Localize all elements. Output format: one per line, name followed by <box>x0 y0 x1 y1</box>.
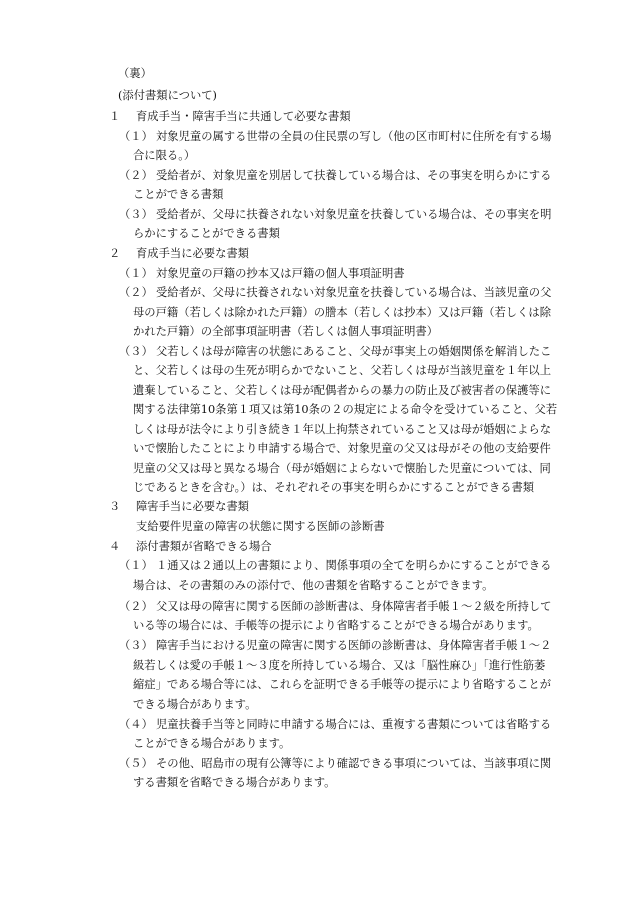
item-text: 受給者が、父母に扶養されない対象児童を扶養している場合は、その事実を明 <box>156 208 552 221</box>
item-text: ことができる書類 <box>133 188 224 201</box>
item-label: （１） <box>119 130 153 143</box>
item-text: 級若しくは愛の手帳１～３度を所持している場合、又は「脳性麻ひ」「進行性筋萎 <box>133 659 546 672</box>
item-label: （２） <box>119 169 153 182</box>
item-label: （３） <box>119 639 153 652</box>
item-text: しくは母が法令により引き続き１年以上拘禁されていること又は母が婚姻によらな <box>133 423 551 436</box>
item-text: 対象児童の属する世帯の全員の住民票の写し（他の区市町村に住所を有する場 <box>156 130 552 143</box>
item-text: いで懐胎したことにより申請する場合で、対象児童の父又は母がその他の支給要件 <box>133 442 551 455</box>
item-text: と、父若しくは母の生死が明らかでないこと、父若しくは母が当該児童を１年以上 <box>133 364 551 377</box>
page-title: (添付書類について) <box>118 89 217 102</box>
item-text: １通又は２通以上の書類により、関係事項の全てを明らかにすることができる <box>156 559 552 572</box>
item-label: （５） <box>119 757 153 770</box>
side-indicator: （裏） <box>118 67 152 80</box>
item-text: いる等の場合には、手帳等の提示により省略することができる場合があります。 <box>133 619 539 632</box>
item-text: 場合は、その書類のみの添付で、他の書類を省略することができます。 <box>133 579 494 592</box>
section-number: ３ <box>109 500 121 513</box>
item-text: 父又は母の障害に関する医師の診断書は、身体障害者手帳１～２級を所持して <box>156 600 552 613</box>
item-label: （４） <box>119 718 153 731</box>
item-text: ことができる場合があります。 <box>133 737 291 750</box>
item-text: 縮症」である場合等には、これらを証明できる手帳等の提示により省略することが <box>133 678 551 691</box>
item-label: （２） <box>119 600 153 613</box>
item-label: （３） <box>119 345 153 358</box>
section-heading: 障害手当に必要な書類 <box>136 500 249 513</box>
item-text: 障害手当における児童の障害に関する医師の診断書は、身体障害者手帳１～２ <box>156 639 552 652</box>
item-text: 受給者が、対象児童を別居して扶養している場合は、その事実を明らかにする <box>156 169 552 182</box>
section-number: １ <box>109 110 121 123</box>
section-number: ２ <box>109 247 121 260</box>
item-text: する書類を省略できる場合があります。 <box>133 776 336 789</box>
item-text: 母の戸籍（若しくは除かれた戸籍）の謄本（若しくは抄本）又は戸籍（若しくは除 <box>133 306 551 319</box>
section-heading: 添付書類が省略できる場合 <box>136 540 272 553</box>
item-label: （１） <box>119 559 153 572</box>
item-text: 児童の父又は母と異なる場合（母が婚姻によらないで懐胎した児童については、同 <box>133 462 551 475</box>
section-body: 支給要件児童の障害の状態に関する医師の診断書 <box>136 520 385 533</box>
section-number: ４ <box>109 540 121 553</box>
item-text: その他、昭島市の現有公簿等により確認できる事項については、当該事項に関 <box>156 757 552 770</box>
item-text: できる場合があります。 <box>133 698 257 711</box>
item-text: 関する法律第10条第１項又は第10条の２の規定による命令を受けていること、父若 <box>133 403 558 416</box>
item-text: 合に限る。） <box>133 149 196 162</box>
item-text: じであるときを含む。）は、それぞれその事実を明らかにすることができる書類 <box>133 481 535 494</box>
item-label: （１） <box>119 267 153 280</box>
section-heading: 育成手当に必要な書類 <box>136 247 249 260</box>
item-label: （３） <box>119 208 153 221</box>
item-text: 遺棄していること、父若しくは母が配偶者からの暴力の防止及び被害者の保護等に <box>133 384 551 397</box>
item-text: 父若しくは母が障害の状態にあること、父母が事実上の婚姻関係を解消したこ <box>156 345 552 358</box>
item-text: 児童扶養手当等と同時に申請する場合には、重複する書類については省略する <box>156 718 552 731</box>
section-heading: 育成手当・障害手当に共通して必要な書類 <box>136 110 351 123</box>
item-text: 対象児童の戸籍の抄本又は戸籍の個人事項証明書 <box>156 267 405 280</box>
item-text: かれた戸籍）の全部事項証明書（若しくは個人事項証明書） <box>133 325 439 338</box>
item-text: 受給者が、父母に扶養されない対象児童を扶養している場合は、当該児童の父 <box>156 286 552 299</box>
item-label: （２） <box>119 286 153 299</box>
item-text: らかにすることができる書類 <box>133 227 280 240</box>
